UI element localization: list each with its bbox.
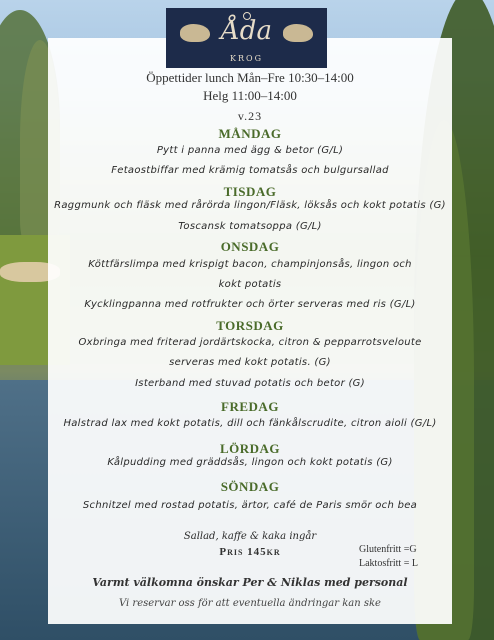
logo-name: Åda [221, 16, 272, 46]
weekend-hours: Helg 11:00–14:00 [203, 88, 297, 103]
day-heading-friday: FREDAG [221, 399, 279, 414]
dish-thursday-2: Isterband med stuvad potatis och betor (G) [135, 378, 365, 389]
day-heading-wednesday: ONSDAG [220, 239, 280, 254]
logo-subtitle: KROG [230, 54, 263, 63]
dish-friday-1: Halstrad lax med kokt potatis, dill och fänkålscrudite, citron aioli (G/L) [63, 418, 437, 429]
dish-monday-2: Fetaostbiffar med krämig tomatsås och bulgursallad [111, 165, 389, 176]
price: Pris 145kr [219, 546, 281, 558]
welcome-message: Varmt välkomna önskar Per & Niklas med personal [92, 576, 408, 589]
reservation-note: Vi reservar oss för att eventuella ändringar kan ske [119, 598, 381, 609]
dish-sunday-1: Schnitzel med rostad potatis, ärtor, café de Paris smör och bea [82, 500, 418, 511]
day-heading-sunday: SÖNDAG [220, 479, 280, 494]
dish-tuesday-2: Toscansk tomatsoppa (G/L) [178, 221, 322, 232]
dish-wednesday-1: Köttfärslimpa med krispigt bacon, champinjonsås, lingon och [88, 259, 412, 270]
week-number: v.23 [237, 109, 263, 123]
day-heading-saturday: LÖRDAG [219, 441, 281, 456]
dish-tuesday-1: Raggmunk och fläsk med rårörda lingon/Fläsk, löksås och kokt potatis (G) [54, 200, 446, 211]
restaurant-logo [166, 8, 327, 68]
legend-lactose: Laktosfritt = L [359, 558, 418, 569]
dish-saturday-1: Kålpudding med gräddsås, lingon och kokt potatis (G) [107, 457, 393, 468]
legend-gluten: Glutenfritt =G [359, 544, 417, 555]
day-heading-monday: MÅNDAG [218, 126, 282, 141]
day-heading-thursday: TORSDAG [216, 318, 284, 333]
lunch-hours: Öppettider lunch Mån–Fre 10:30–14:00 [146, 70, 354, 85]
dish-wednesday-1-cont: kokt potatis [218, 279, 282, 290]
dish-thursday-1: Oxbringa med friterad jordärtskocka, citron & pepparrotsveloute [78, 337, 422, 348]
dish-monday-1: Pytt i panna med ägg & betor (G/L) [156, 145, 344, 156]
day-heading-tuesday: TISDAG [223, 184, 277, 199]
included-note: Sallad, kaffe & kaka ingår [183, 531, 317, 542]
dish-thursday-1-cont: serveras med kokt potatis. (G) [169, 357, 331, 368]
dish-wednesday-2: Kycklingpanna med rotfrukter och örter serveras med ris (G/L) [84, 299, 416, 310]
